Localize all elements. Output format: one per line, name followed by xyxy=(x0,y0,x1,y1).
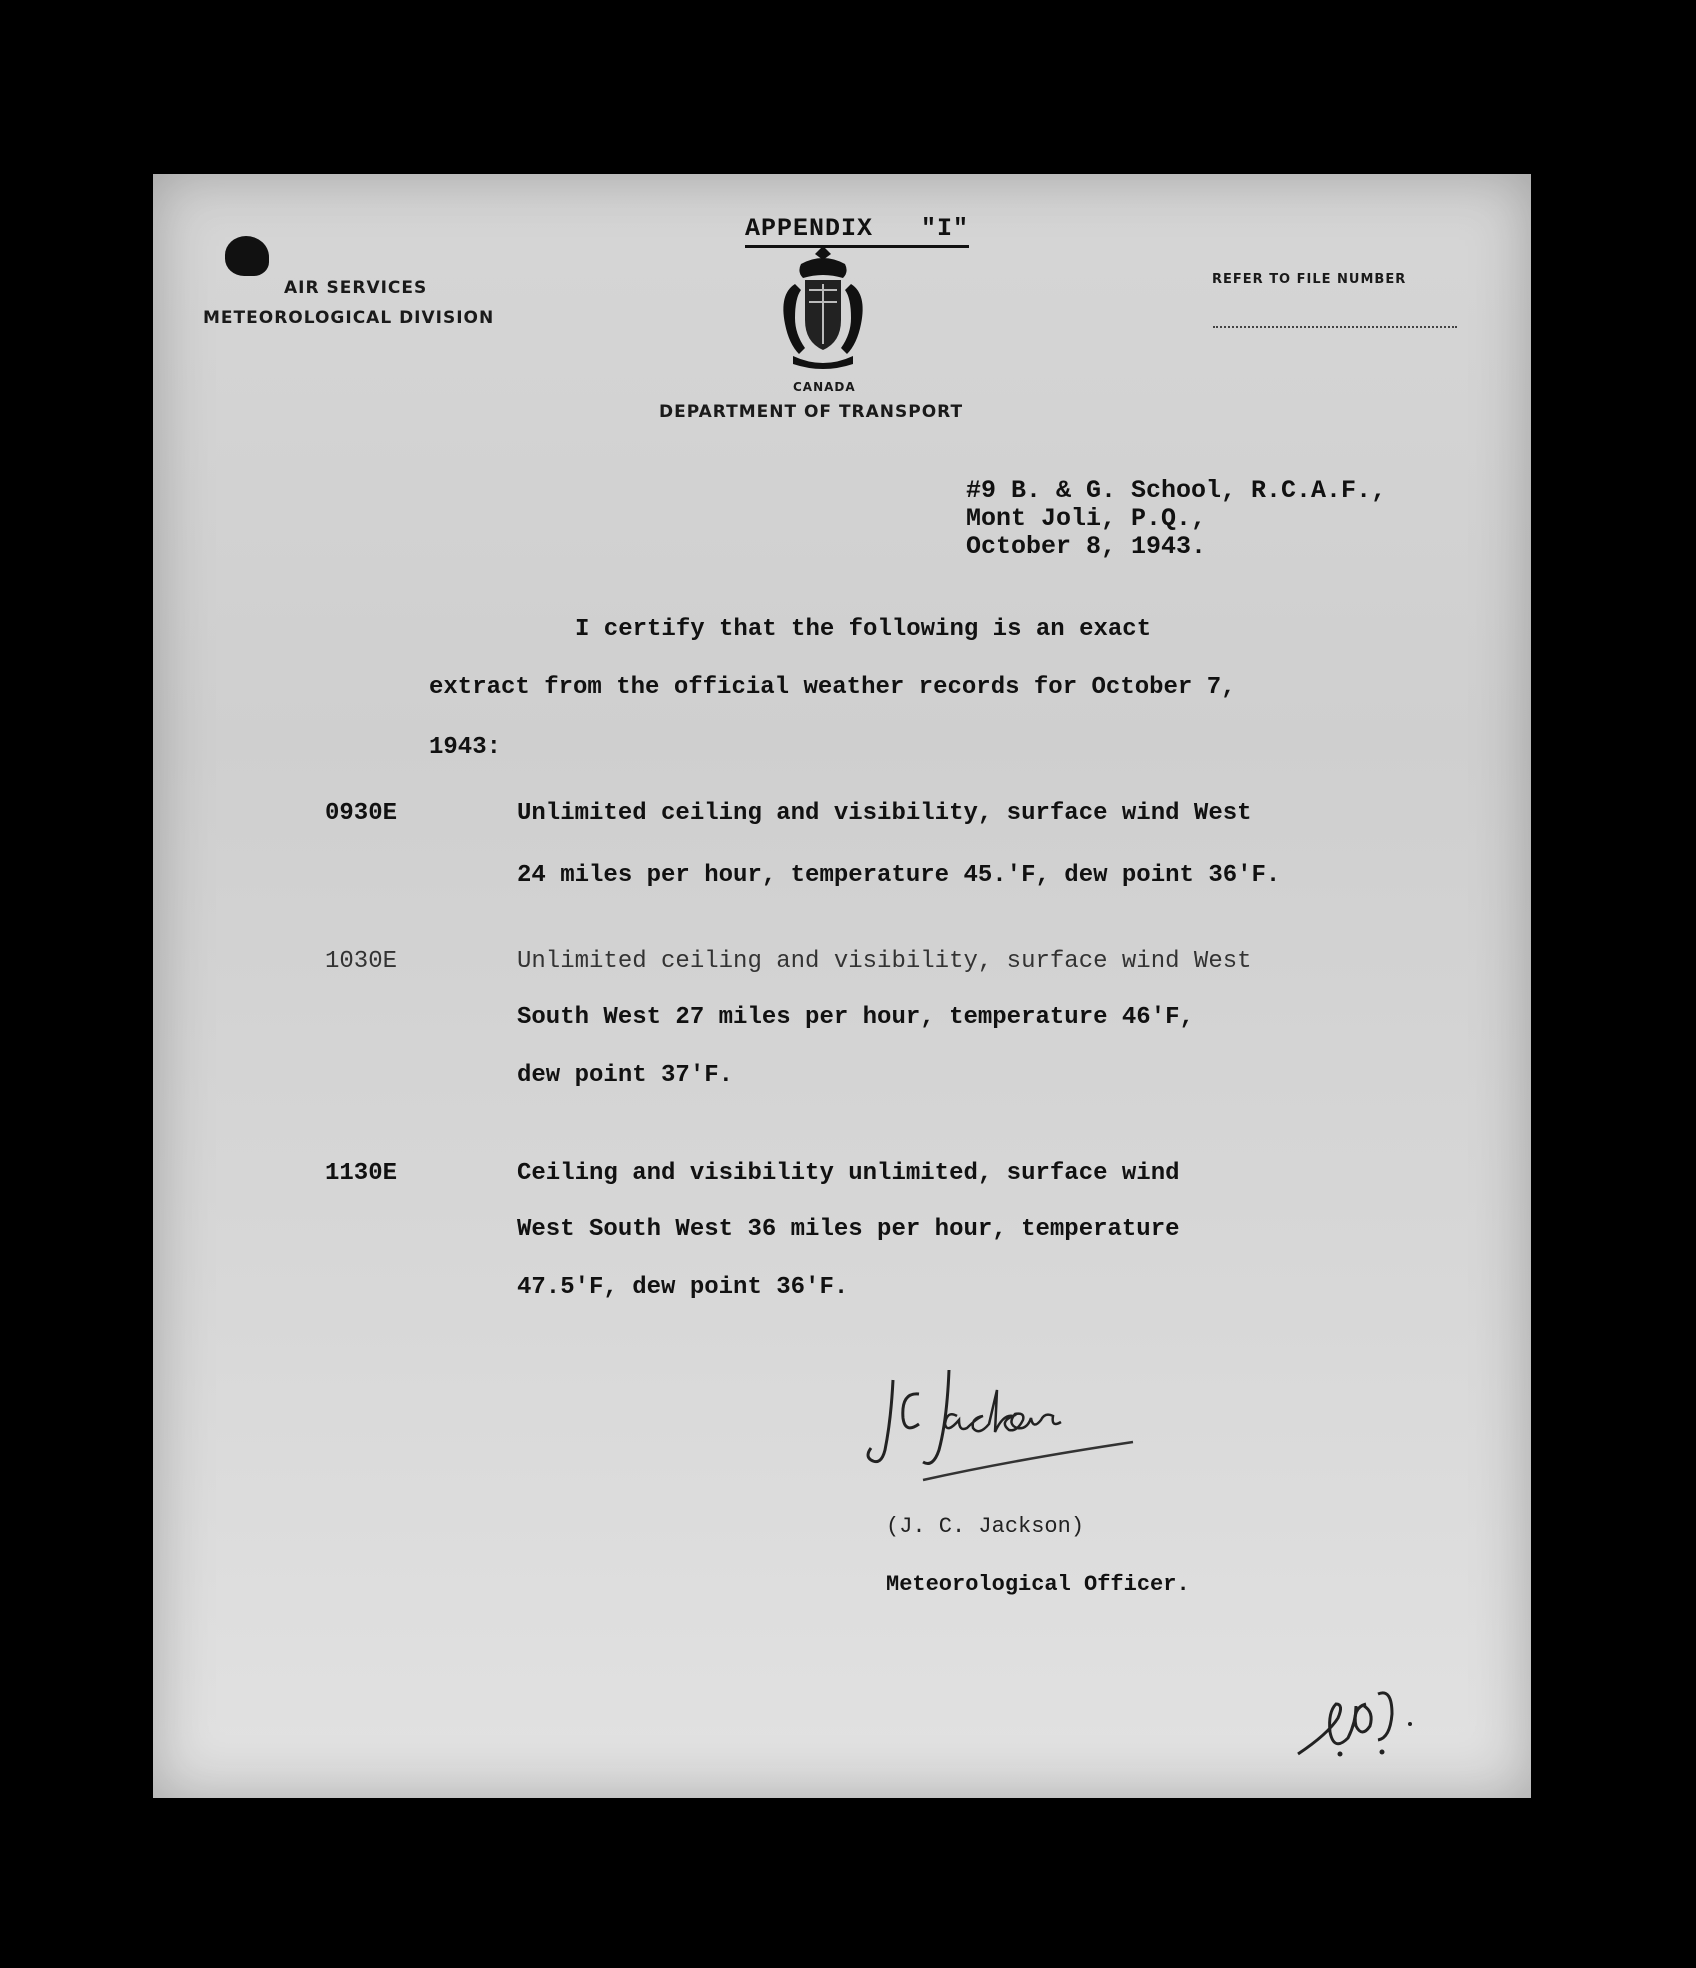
entry-text-line: Unlimited ceiling and visibility, surface wind West xyxy=(517,800,1252,827)
typed-signatory-name: (J. C. Jackson) xyxy=(886,1514,1085,1539)
address-date: October 8, 1943. xyxy=(966,532,1207,561)
appendix-title: APPENDIX "I" xyxy=(745,214,969,248)
handwritten-signature xyxy=(853,1360,1153,1490)
signatory-title: Meteorological Officer. xyxy=(886,1572,1190,1597)
ink-blot xyxy=(225,236,269,276)
entry-time: 1130E xyxy=(325,1160,398,1187)
entry-text-line: dew point 37'F. xyxy=(517,1062,734,1089)
certification-line-3: 1943: xyxy=(429,734,502,761)
entry-text-line: 24 miles per hour, temperature 45.'F, dew point 36'F. xyxy=(517,862,1281,889)
address-line-1: #9 B. & G. School, R.C.A.F., xyxy=(966,476,1387,505)
entry-text-line: South West 27 miles per hour, temperature 46'F, xyxy=(517,1004,1194,1031)
file-number-line xyxy=(1213,326,1457,328)
entry-text-line: Unlimited ceiling and visibility, surface wind West xyxy=(517,948,1252,975)
country-label: CANADA xyxy=(793,380,856,394)
certification-line-1: I certify that the following is an exact xyxy=(575,616,1152,643)
entry-time: 0930E xyxy=(325,800,398,827)
letterhead-air-services: AIR SERVICES xyxy=(284,278,428,298)
department-label: DEPARTMENT OF TRANSPORT xyxy=(659,402,964,422)
entry-text-line: Ceiling and visibility unlimited, surface wind xyxy=(517,1160,1180,1187)
entry-text-line: West South West 36 miles per hour, temperature xyxy=(517,1216,1180,1243)
certification-line-2: extract from the official weather records for October 7, xyxy=(429,674,1236,701)
entry-time: 1030E xyxy=(325,948,398,975)
handwritten-initials xyxy=(1278,1654,1428,1764)
letterhead-meteorological-division: METEOROLOGICAL DIVISION xyxy=(203,308,495,328)
document-page xyxy=(153,174,1531,1798)
address-line-2: Mont Joli, P.Q., xyxy=(966,504,1207,533)
entry-text-line: 47.5'F, dew point 36'F. xyxy=(517,1274,849,1301)
refer-file-label: REFER TO FILE NUMBER xyxy=(1212,272,1407,287)
coat-of-arms-icon xyxy=(773,244,873,374)
